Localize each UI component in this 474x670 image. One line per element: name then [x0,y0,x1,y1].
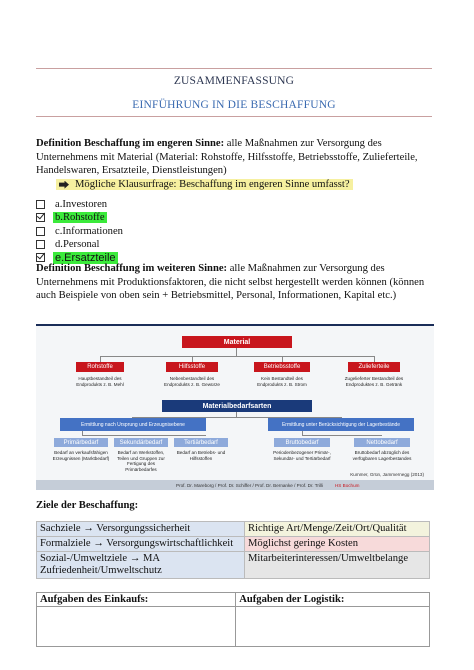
diagram-category-desc: Nebenbestandteil des Endprodukts z. B. Gewürze [164,376,220,387]
diagram-demand-desc: Periodenbezogener Primär-, Sekundär- und Tertiärbedarf [273,450,331,461]
checkbox-checked[interactable] [36,213,45,222]
definition-narrow [36,137,436,178]
diagram-footer-brand: HS Bochum [334,482,360,488]
table-cell: Sozial-/Umweltziele → MA Zufriedenheit/Umweltschutz [37,552,245,579]
option-label: c.Informationen [55,226,123,237]
subtitle-divider [36,116,432,117]
document-subtitle: EINFÜHRUNG IN DIE BESCHAFFUNG [132,99,336,111]
diagram-branch-left: Ermittlung nach Ursprung und Erzeugnisebene [60,418,206,431]
diagram-connector [302,435,382,436]
diagram-demand-bruttobedarf: Bruttobedarf [274,438,330,447]
diagram-demand-tertiaerbedarf: Tertiärbedarf [174,438,228,447]
diagram-connector [236,348,237,356]
option-label: b.Rohstoffe [55,212,105,223]
table-cell: Möglichst geringe Kosten [245,537,430,552]
definition-wide-label: Definition Beschaffung im weiteren Sinne: [36,263,228,274]
diagram-demand-desc: Bruttobedarf abzüglich des verfügbaren Lagerbestandes [352,450,412,461]
diagram-demand-desc: Bedarf an Werkstoffen, Teilen und Gruppen zur Fertigung des Primärbedarfes [117,450,165,472]
diagram-material-box: Material [182,336,292,348]
table-row [37,593,430,607]
table-cell: Formalziele → Versorgungswirtschaftlichkeit [37,537,245,552]
tasks-table [36,592,430,647]
diagram-source: Kummer, Grün, Jammernegg (2013) [350,472,424,477]
table-cell [37,607,236,647]
checkbox[interactable] [36,200,45,209]
diagram-branch-right: Ermittlung unter Berücksichtigung der Lagerbestände [268,418,414,431]
table-row [37,522,430,537]
diagram-footer [36,480,434,490]
arrow-right-icon [59,181,69,189]
definition-narrow-text: alle Maßnahmen zur Versorgung des Unternehmens mit Material (Material: Rohstoffe, Hilfsstoffe, Betriebsstoffe, Zulieferteile, Handelswaren, Ersatzteile, Dienstleistungen) [36,138,418,177]
diagram-category-desc: Zugelieferter Bestandteil des Endproduktes z. B. Getränk [344,376,404,387]
goals-heading: Ziele der Beschaffung: [36,500,139,511]
definition-wide-text: alle Maßnahmen zur Versorgung des Unternehmens mit Produktionsfaktoren, die nicht selbst hergestellt werden können (können auch Beispiele von oben sein + Betriebsmittel, Personal, Informationen, Kapital etc.) [36,263,425,302]
diagram-category-betriebsstoffe: Betriebsstoffe [254,362,310,372]
material-diagram [36,324,434,490]
top-divider [36,68,432,69]
tasks-logistik-header: Aufgaben der Logistik: [236,593,430,607]
diagram-category-rohstoffe: Rohstoffe [76,362,124,372]
exam-question [56,179,353,190]
diagram-connector [100,356,374,357]
table-cell: Sachziele → Versorgungssicherheit [37,522,245,537]
diagram-demand-nettobedarf: Nettobedarf [354,438,410,447]
table-row [37,537,430,552]
table-cell [236,607,430,647]
option-d[interactable] [36,238,101,251]
diagram-demand-primaerbedarf: Primärbedarf [54,438,108,447]
table-row [37,607,430,647]
option-b[interactable] [36,211,107,224]
table-row [37,552,430,579]
table-cell: Richtige Art/Menge/Zeit/Ort/Qualität [245,522,430,537]
diagram-category-desc: Kein Bestandteil des Endprodukts z. B. Strom [257,376,307,387]
diagram-demand-desc: Bedarf an verkaufsfähigen Erzeugnissen (Marktbedarf) [52,450,110,461]
checkbox[interactable] [36,240,45,249]
checkbox-checked[interactable] [36,253,45,262]
option-label: e.Ersatzteile [55,251,116,264]
option-c[interactable] [36,225,125,238]
option-a[interactable] [36,198,109,211]
option-label: a.Investoren [55,199,108,210]
diagram-demand-sekundaerbedarf: Sekundärbedarf [114,438,168,447]
exam-question-text: Mögliche Klausurfrage: Beschaffung im engeren Sinne umfasst? [75,179,350,190]
diagram-category-desc: Hauptbestandteil des Endprodukts z. B. Mehl [76,376,124,387]
document-title: ZUSAMMENFASSUNG [173,75,295,87]
tasks-einkauf-header: Aufgaben des Einkaufs: [37,593,236,607]
definition-wide [36,262,436,303]
diagram-connector [82,435,206,436]
checkbox[interactable] [36,227,45,236]
table-cell: Mitarbeiterinteressen/Umweltbelange [245,552,430,579]
diagram-demand-desc: Bedarf an Betriebs- und Hilfsstoffen [176,450,226,461]
diagram-footer-text: Prof. Dr. Mareborg / Prof. Dr. Schiffer / Prof. Dr. Bernanke / Prof. Dr. Trilli [176,482,323,488]
definition-narrow-label: Definition Beschaffung im engeren Sinne: [36,138,225,149]
diagram-materialbedarfsarten-box: Materialbedarfsarten [162,400,312,412]
diagram-category-zulieferteile: Zulieferteile [348,362,400,372]
diagram-category-hilfsstoffe: Hilfsstoffe [166,362,218,372]
goals-table [36,521,430,579]
option-label: d.Personal [55,239,100,250]
